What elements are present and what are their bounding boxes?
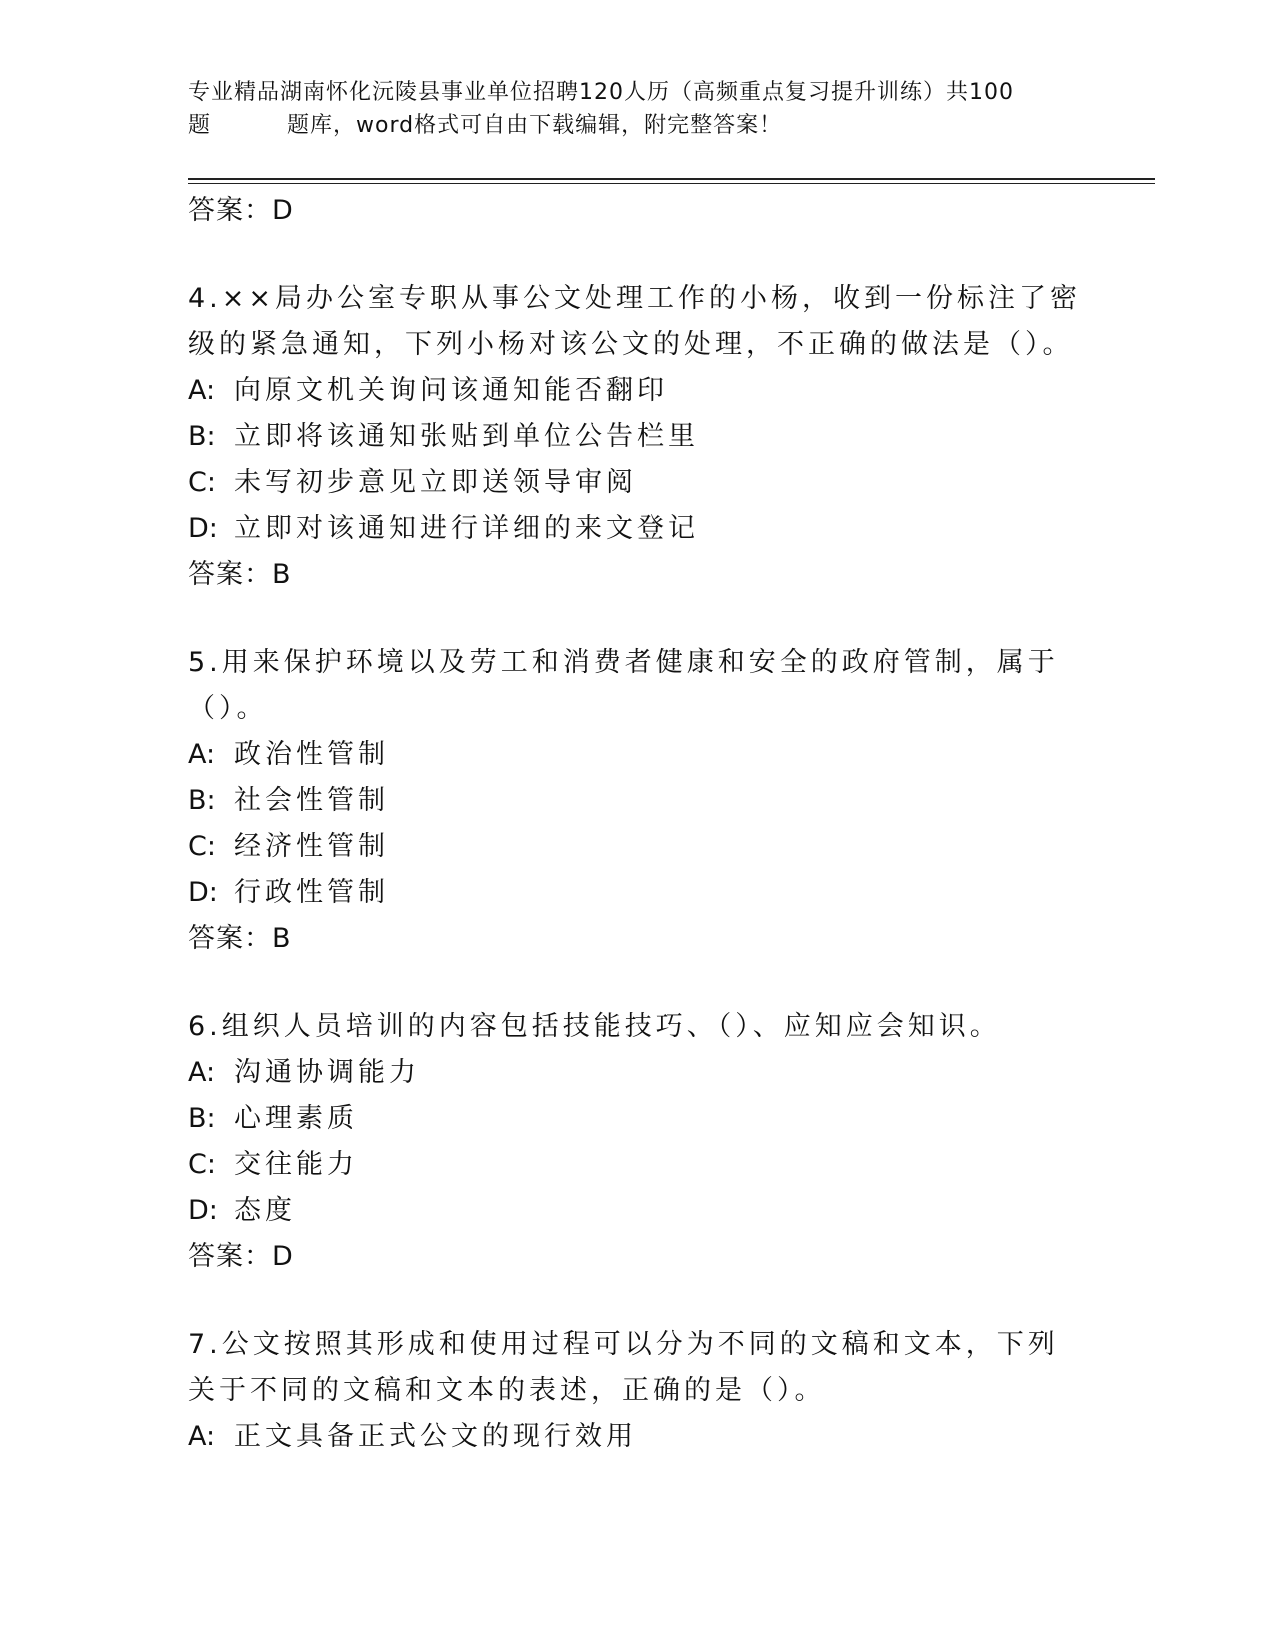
option-key: A: — [188, 1057, 216, 1088]
option-a — [188, 368, 1088, 414]
option-key: D: — [188, 1195, 218, 1226]
option-d — [188, 1188, 1088, 1234]
option-key: C: — [188, 467, 216, 498]
option-text: 沟通协调能力 — [234, 1057, 420, 1088]
header-title-line2 — [188, 109, 1088, 142]
answer-line: 答案：B — [188, 923, 292, 954]
option-key: B: — [188, 785, 216, 816]
option-text: 正文具备正式公文的现行效用 — [234, 1421, 637, 1452]
option-key: A: — [188, 739, 216, 770]
option-c — [188, 460, 1088, 506]
option-c — [188, 824, 1088, 870]
question-block-7 — [188, 1322, 1088, 1460]
option-key: B: — [188, 421, 216, 452]
header-title-line1: 专业精品湖南怀化沅陵县事业单位招聘120人历（高频重点复习提升训练）共100 — [188, 80, 1014, 105]
question-text: 7.公文按照其形成和使用过程可以分为不同的文稿和文本，下列关于不同的文稿和文本的表述，正确的是（）。 — [188, 1329, 1059, 1406]
option-c — [188, 1142, 1088, 1188]
option-key: A: — [188, 1421, 216, 1452]
option-text: 立即将该通知张贴到单位公告栏里 — [234, 421, 699, 452]
option-text: 政治性管制 — [234, 739, 389, 770]
option-key: C: — [188, 1149, 216, 1180]
page-header — [188, 76, 1088, 142]
option-text: 态度 — [234, 1195, 296, 1226]
option-text: 经济性管制 — [234, 831, 389, 862]
option-text: 心理素质 — [234, 1103, 358, 1134]
question-block-6 — [188, 1004, 1088, 1280]
option-key: B: — [188, 1103, 216, 1134]
answer-line: 答案：B — [188, 559, 292, 590]
option-a — [188, 732, 1088, 778]
option-text: 社会性管制 — [234, 785, 389, 816]
option-text: 行政性管制 — [234, 877, 389, 908]
question-text: 5.用来保护环境以及劳工和消费者健康和安全的政府管制，属于（）。 — [188, 647, 1059, 724]
question-block-4 — [188, 276, 1088, 598]
question-block-5 — [188, 640, 1088, 962]
option-key: D: — [188, 513, 218, 544]
option-text: 向原文机关询问该通知能否翻印 — [234, 375, 668, 406]
header-divider-thin — [188, 183, 1155, 184]
question-text: 6.组织人员培训的内容包括技能技巧、（）、应知应会知识。 — [188, 1011, 1001, 1042]
option-text: 立即对该通知进行详细的来文登记 — [234, 513, 699, 544]
option-b — [188, 778, 1088, 824]
option-key: C: — [188, 831, 216, 862]
header-line2-end: 题库，word格式可自由下载编辑，附完整答案！ — [287, 113, 783, 138]
option-text: 交往能力 — [234, 1149, 358, 1180]
option-a — [188, 1414, 1088, 1460]
header-divider-thick — [188, 178, 1155, 180]
option-text: 未写初步意见立即送领导审阅 — [234, 467, 637, 498]
answer-line: 答案：D — [188, 1241, 294, 1272]
option-key: A: — [188, 375, 216, 406]
option-d — [188, 870, 1088, 916]
document-body — [188, 188, 1088, 1460]
option-d — [188, 506, 1088, 552]
option-a — [188, 1050, 1088, 1096]
question-text: 4.××局办公室专职从事公文处理工作的小杨，收到一份标注了密级的紧急通知，下列小杨对该公文的处理，不正确的做法是（）。 — [188, 283, 1082, 360]
option-b — [188, 1096, 1088, 1142]
previous-answer: 答案：D — [188, 195, 294, 226]
header-line2-start: 题 — [188, 113, 212, 138]
option-b — [188, 414, 1088, 460]
option-key: D: — [188, 877, 218, 908]
